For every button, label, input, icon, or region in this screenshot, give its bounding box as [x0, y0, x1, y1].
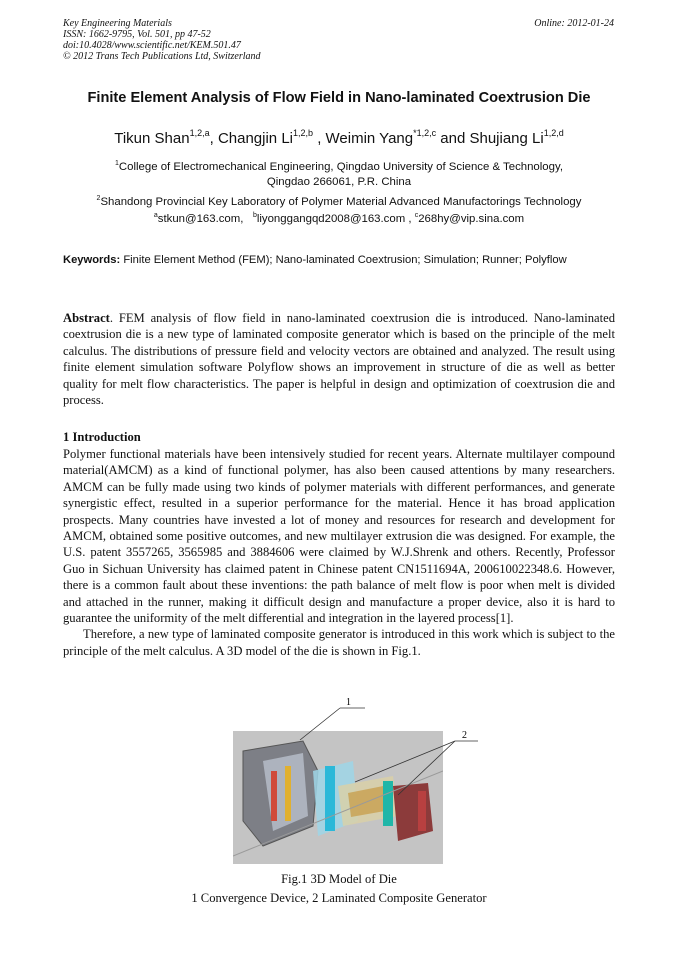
- affiliation-text: Shandong Provincial Key Laboratory of Polymer Material Advanced Manufactorings Technology: [100, 196, 582, 208]
- callout-1-label: 1: [346, 697, 351, 708]
- callout-2-label: 2: [462, 730, 467, 741]
- keywords-text: Finite Element Method (FEM); Nano-laminated Coextrusion; Simulation; Runner; Polyflow: [123, 254, 567, 266]
- affiliation-number: 1: [115, 160, 119, 167]
- callout-2-leader-b: [398, 741, 455, 795]
- author-name: Weimin Yang: [325, 130, 414, 147]
- email-address: liyonggangqd2008@163.com ,: [256, 213, 412, 225]
- online-date: Online: 2012-01-24: [534, 18, 614, 29]
- affiliation-number: 2: [96, 195, 101, 202]
- copyright-line: © 2012 Trans Tech Publications Ltd, Switzerland: [63, 51, 261, 62]
- keywords-label: Keywords:: [63, 254, 121, 266]
- author-name: Changjin Li: [217, 130, 293, 147]
- author-name: Tikun Shan: [114, 130, 190, 147]
- author-separator: ,: [209, 130, 218, 147]
- author-name: Shujiang Li: [469, 130, 544, 147]
- affiliation-text: College of Electromechanical Engineering, Qingdao University of Science & Technology,: [118, 161, 563, 173]
- author-affiliation: 1,2,a: [189, 128, 210, 138]
- figure-legend: 1 Convergence Device, 2 Laminated Composite Generator: [191, 891, 487, 905]
- journal-name: Key Engineering Materials: [63, 18, 172, 29]
- email-address: 268hy@vip.sina.com: [418, 213, 525, 225]
- abstract-text: . FEM analysis of flow field in nano-laminated coextrusion die is introduced. Nano-laminated coextrusion die is a new type of laminated composite generator which is based on the principle of the melt calculus. The distributions of pressure field and velocity vectors are obtained and analyzed. The result using finite element simulation software Polyflow shows an improvement in structure of die as well as better quality for melt flow characteristics. The paper is helpful in design and optimization of coextrusion die and process.: [63, 311, 615, 408]
- figure-caption: Fig.1 3D Model of Die: [281, 872, 397, 886]
- email-address: stkun@163.com,: [157, 213, 244, 225]
- intro-paragraph-2: Therefore, a new type of laminated composite generator is introduced in this work which is subject to the principle of the melt calculus. A 3D model of the die is shown in Fig.1.: [63, 627, 615, 658]
- affiliation-text: Qingdao 266061, P.R. China: [266, 176, 412, 188]
- issn-line: ISSN: 1662-9795, Vol. 501, pp 47-52: [63, 29, 211, 40]
- intro-paragraph-1: Polymer functional materials have been intensively studied for recent years. Alternate multilayer compound material(AMCM) as a kind of functional polymer, has also been caused attentions by many researchers. AMCM can be fully made using two kinds of polymer materials with different performances, and generate synergistic effect, resulted in a superior performance for the material. Hence it has broad application prospects. Many countries have invested a lot of money and resources for research and development for AMCM, obtained some positive outcomes, and new multilayer extrusion die was designed. For example, the U.S. patent 3557265, 3565985 and 3884606 were claimed by W.J.Shrenk and others. Recently, Professor Guo in Sichuan University has claimed patent in Chinese patent CN1511694A, 200610022348.6. However, there is a common fault about these inventions: the path balance of melt flow is poor when melt is divided and attached in the runner, making it difficult design and manufacture a proper device, also it is hard to guarantee the uniformity of the melt differential and integration in the layered process[1].: [63, 447, 615, 626]
- author-separator: and: [436, 130, 470, 147]
- abstract-label: Abstract: [63, 311, 110, 325]
- doi-line: doi:10.4028/www.scientific.net/KEM.501.47: [63, 40, 241, 51]
- email-marker: c: [414, 212, 419, 219]
- callout-2-leader-a: [355, 741, 455, 782]
- author-affiliation: *1,2,c: [413, 128, 437, 138]
- author-affiliation: 1,2,d: [543, 128, 564, 138]
- author-separator: ,: [313, 130, 326, 147]
- paper-title: Finite Element Analysis of Flow Field in Nano-laminated Coextrusion Die: [87, 90, 591, 106]
- section-heading: 1 Introduction: [63, 430, 141, 444]
- author-affiliation: 1,2,b: [293, 128, 314, 138]
- callout-1-leader: [300, 708, 340, 740]
- email-marker: a: [153, 212, 158, 219]
- email-marker: b: [252, 212, 257, 219]
